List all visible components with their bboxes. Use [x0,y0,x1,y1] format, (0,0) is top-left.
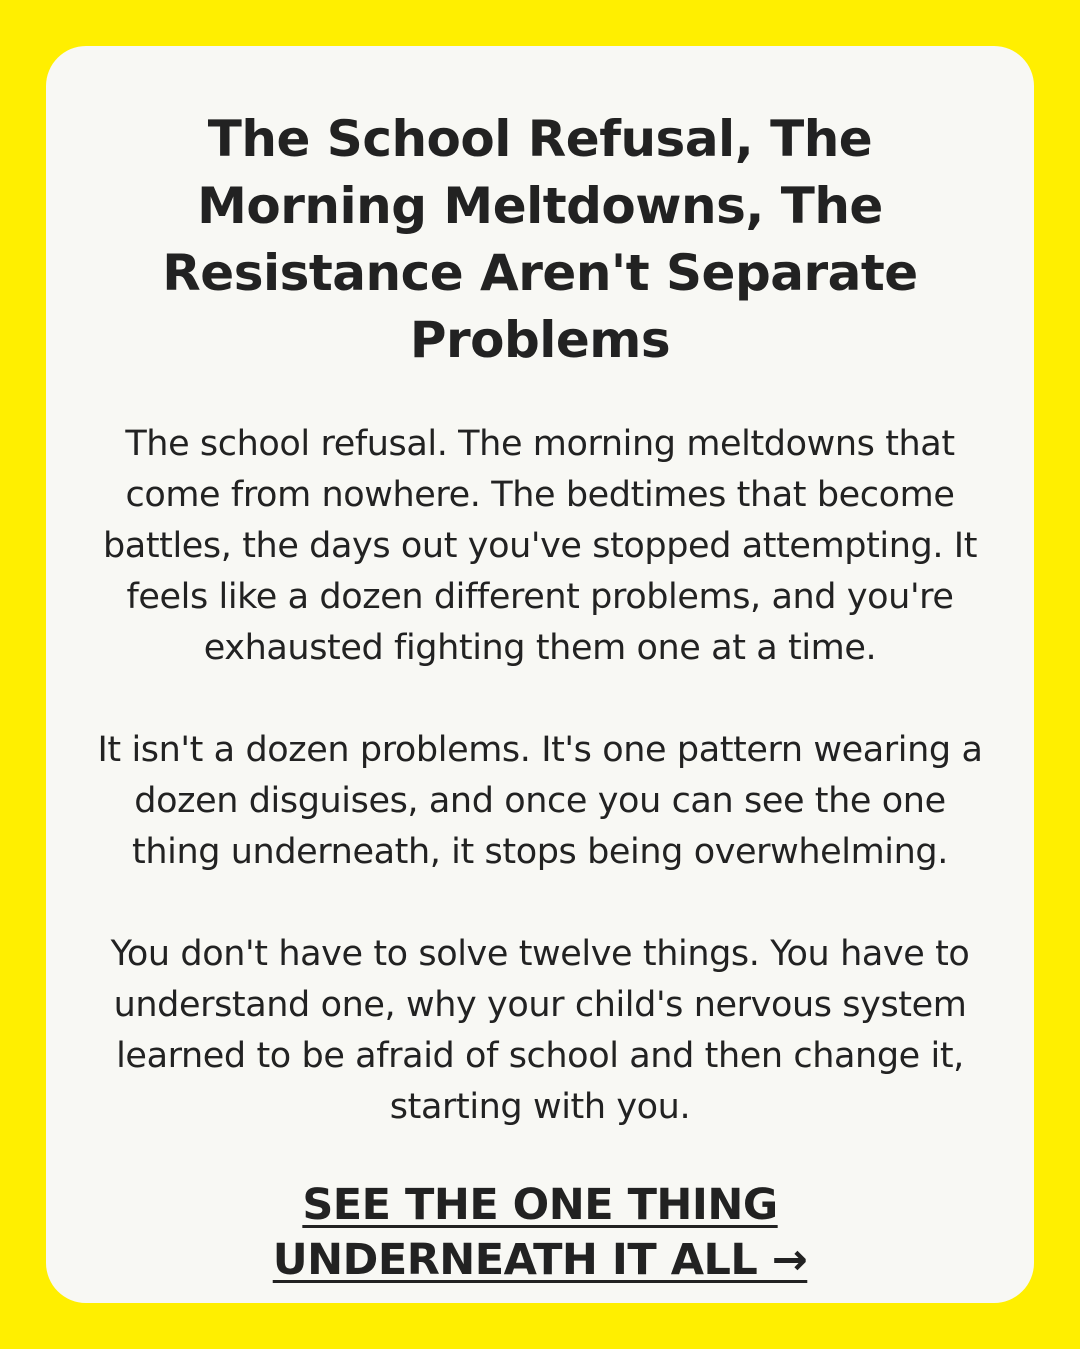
cta-link[interactable] [94,1178,986,1288]
body-paragraph-1: The school refusal. The morning meltdowns that come from nowhere. The bedtimes that become battles, the days out you've stopped attempting. It feels like a dozen different problems, and you're exhausted fighting them one at a time. [102,424,978,668]
cta-line-1: SEE THE ONE THING [302,1180,778,1230]
body-paragraph-3: You don't have to solve twelve things. You have to understand one, why your child's nervous system learned to be afraid of school and then change it, starting with you. [110,934,970,1127]
headline: The School Refusal, The Morning Meltdowns, The Resistance Aren't Separate Problems [162,110,918,369]
content-card [46,46,1034,1303]
cta-line-2: UNDERNEATH IT ALL → [272,1235,808,1285]
body-paragraph-2: It isn't a dozen problems. It's one pattern wearing a dozen disguises, and once you can see the one thing underneath, it stops being overwhelming. [97,730,983,872]
